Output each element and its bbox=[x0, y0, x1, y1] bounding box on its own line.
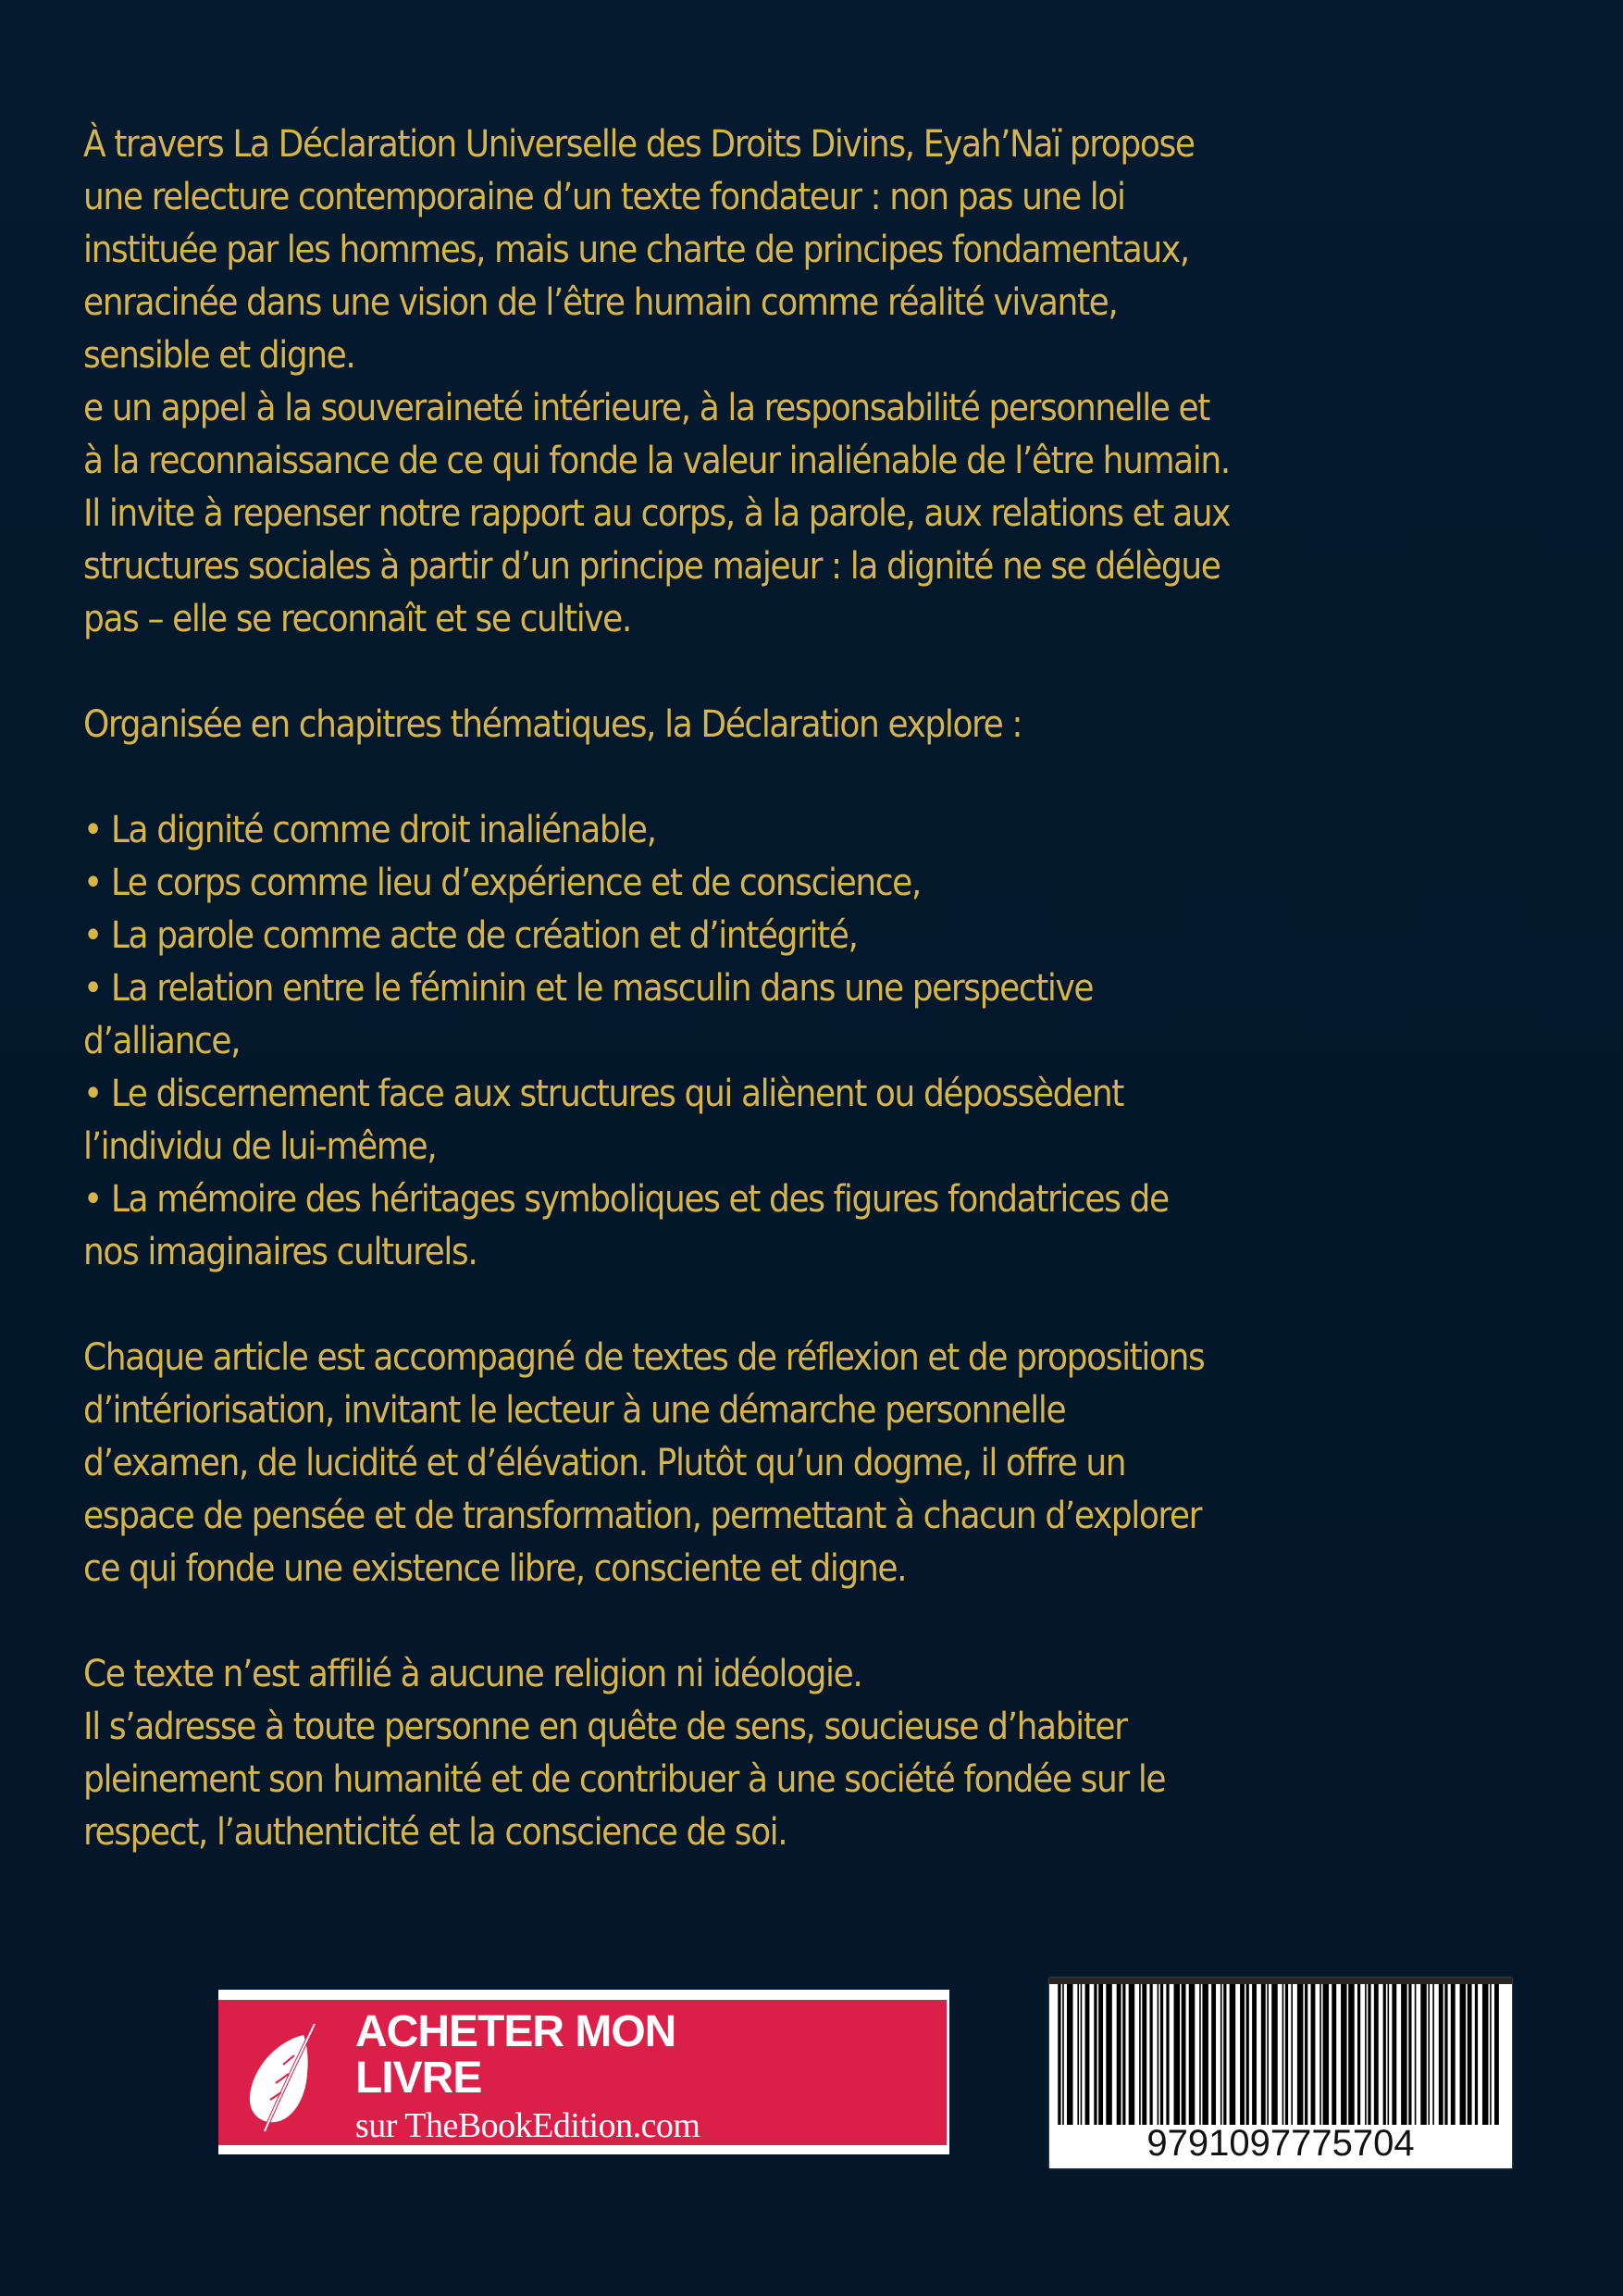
theme-list-item bbox=[83, 962, 1564, 1068]
barcode-bar bbox=[1166, 1984, 1169, 2125]
barcode-bar bbox=[1468, 1984, 1472, 2125]
barcode-bar bbox=[1094, 1984, 1096, 2125]
barcode-bar bbox=[1246, 1984, 1249, 2125]
barcode-bar bbox=[1460, 1984, 1467, 2125]
themes-list bbox=[83, 804, 1564, 1279]
theme-text: La mémoire des héritages symboliques et des figures fondatrices de bbox=[110, 1178, 1169, 1221]
barcode-bar bbox=[1444, 1984, 1447, 2125]
theme-list-item bbox=[83, 910, 1564, 962]
text-line: à la reconnaissance de ce qui fonde la valeur inaliénable de l’être humain. bbox=[83, 440, 1230, 482]
barcode-bar bbox=[1142, 1984, 1146, 2125]
barcode-bar bbox=[1282, 1984, 1284, 2125]
barcode-bar bbox=[1305, 1984, 1307, 2125]
barcode-bar bbox=[1085, 1984, 1090, 2125]
themes-heading-text: Organisée en chapitres thématiques, la Déclaration explore : bbox=[83, 703, 1022, 746]
barcode-bar bbox=[1189, 1984, 1196, 2125]
barcode-bar bbox=[1271, 1984, 1278, 2125]
text-line: d’examen, de lucidité et d’élévation. Plutôt qu’un dogme, il offre un bbox=[83, 1442, 1126, 1484]
theme-text: La relation entre le féminin et le masculin dans une perspective bbox=[110, 967, 1094, 1010]
bullet-icon: • bbox=[83, 967, 102, 1010]
barcode-bar bbox=[1420, 1984, 1427, 2125]
barcode-bar bbox=[1408, 1984, 1411, 2125]
barcode-bar bbox=[1202, 1984, 1208, 2125]
back-cover-text bbox=[83, 118, 1564, 1859]
barcode-bar bbox=[1365, 1984, 1367, 2125]
text-line: Ce texte n’est affilié à aucune religion ni idéologie. bbox=[83, 1653, 862, 1695]
barcode-bar bbox=[1062, 1984, 1064, 2125]
barcode-bar bbox=[1129, 1984, 1135, 2125]
text-line: espace de pensée et de transformation, permettant à chacun d’explorer bbox=[83, 1495, 1202, 1537]
barcode-bar bbox=[1319, 1984, 1321, 2125]
text-line: respect, l’authenticité et la conscience de soi. bbox=[83, 1811, 787, 1854]
barcode-bar bbox=[1117, 1984, 1121, 2125]
barcode-bar bbox=[1139, 1984, 1141, 2125]
barcode-bar bbox=[1348, 1984, 1355, 2125]
text-line: Il invite à repenser notre rapport au corps, à la parole, aux relations et aux bbox=[83, 492, 1231, 535]
theme-text: nos imaginaires culturels. bbox=[83, 1231, 477, 1273]
barcode-bar bbox=[1323, 1984, 1330, 2125]
spacer bbox=[83, 646, 1564, 699]
barcode-bar bbox=[1149, 1984, 1152, 2125]
barcode-bar bbox=[1252, 1984, 1257, 2125]
barcode-bar bbox=[1077, 1984, 1079, 2125]
text-line: instituée par les hommes, mais une charte de principes fondamentaux, bbox=[83, 229, 1189, 271]
theme-list-item bbox=[83, 804, 1564, 857]
barcode-bars bbox=[1055, 1984, 1506, 2125]
barcode-bar bbox=[1199, 1984, 1201, 2125]
isbn-number: 9791097775704 bbox=[1146, 2123, 1415, 2164]
closing-paragraph bbox=[83, 1648, 1564, 1859]
barcode-bar bbox=[1058, 1984, 1060, 2125]
spacer bbox=[83, 751, 1564, 804]
barcode-bar bbox=[1383, 1984, 1386, 2125]
barcode-bar bbox=[1223, 1984, 1226, 2125]
barcode-bar bbox=[1267, 1984, 1269, 2125]
feather-icon bbox=[239, 2018, 322, 2139]
barcode-bar bbox=[1432, 1984, 1434, 2125]
text-line: enracinée dans une vision de l’être humain comme réalité vivante, bbox=[83, 281, 1118, 324]
text-line: d’intériorisation, invitant le lecteur à une démarche personnelle bbox=[83, 1389, 1066, 1432]
barcode-bar bbox=[1415, 1984, 1417, 2125]
buy-book-button[interactable] bbox=[218, 1990, 949, 2154]
barcode-bar bbox=[1311, 1984, 1316, 2125]
text-line: À travers La Déclaration Universelle des Droits Divins, Eyah’Naï propose bbox=[83, 123, 1195, 166]
barcode-bar bbox=[1220, 1984, 1222, 2125]
barcode-bar bbox=[1387, 1984, 1389, 2125]
barcode-bar bbox=[1341, 1984, 1347, 2125]
buy-banner-site: sur TheBookEdition.com bbox=[355, 2106, 700, 2145]
isbn-barcode bbox=[1049, 1978, 1512, 2168]
text-line: e un appel à la souveraineté intérieure, à la responsabilité personnelle et bbox=[83, 387, 1210, 429]
theme-text: Le corps comme lieu d’expérience et de conscience, bbox=[110, 862, 921, 904]
theme-text: La parole comme acte de création et d’intégrité, bbox=[110, 914, 858, 957]
articles-paragraph bbox=[83, 1332, 1564, 1595]
bullet-icon: • bbox=[83, 809, 102, 851]
barcode-bar bbox=[1158, 1984, 1159, 2125]
bullet-icon: • bbox=[83, 914, 102, 957]
barcode-bar bbox=[1428, 1984, 1430, 2125]
text-line: pleinement son humanité et de contribuer à une société fondée sur le bbox=[83, 1758, 1166, 1801]
barcode-bar bbox=[1357, 1984, 1360, 2125]
themes-heading bbox=[83, 699, 1564, 751]
bullet-icon: • bbox=[83, 1073, 102, 1115]
barcode-bar bbox=[1401, 1984, 1407, 2125]
barcode-bar bbox=[1182, 1984, 1186, 2125]
barcode-bar bbox=[1439, 1984, 1443, 2125]
barcode-bar bbox=[1494, 1984, 1499, 2125]
theme-text: d’alliance, bbox=[83, 1020, 241, 1062]
barcode-bar bbox=[1261, 1984, 1266, 2125]
barcode-bar bbox=[1482, 1984, 1489, 2125]
text-line: Il s’adresse à toute personne en quête de sens, soucieuse d’habiter bbox=[83, 1706, 1127, 1748]
theme-text: l’individu de lui-même, bbox=[83, 1125, 437, 1168]
buy-banner-title: ACHETER MON bbox=[355, 2007, 676, 2056]
bullet-icon: • bbox=[83, 1178, 102, 1221]
barcode-bar bbox=[1392, 1984, 1396, 2125]
barcode-bar bbox=[1081, 1984, 1083, 2125]
theme-text: La dignité comme droit inaliénable, bbox=[110, 809, 656, 851]
text-line: Chaque article est accompagné de textes de réflexion et de propositions bbox=[83, 1336, 1205, 1379]
barcode-bar bbox=[1297, 1984, 1304, 2125]
text-line: sensible et digne. bbox=[83, 334, 355, 377]
barcode-bar bbox=[1211, 1984, 1216, 2125]
text-line: ce qui fonde une existence libre, consciente et digne. bbox=[83, 1547, 907, 1590]
spacer bbox=[83, 1279, 1564, 1332]
theme-text: Le discernement face aux structures qui aliènent ou dépossèdent bbox=[110, 1073, 1123, 1115]
spacer bbox=[83, 1595, 1564, 1648]
theme-list-item bbox=[83, 1068, 1564, 1173]
barcode-bar bbox=[1451, 1984, 1456, 2125]
barcode-bar bbox=[1067, 1984, 1073, 2125]
barcode-bar bbox=[1332, 1984, 1336, 2125]
barcode-bar bbox=[1174, 1984, 1181, 2125]
bullet-icon: • bbox=[83, 862, 102, 904]
barcode-bar bbox=[1122, 1984, 1125, 2125]
barcode-bar bbox=[1285, 1984, 1288, 2125]
text-line: une relecture contemporaine d’un texte fondateur : non pas une loi bbox=[83, 176, 1125, 218]
barcode-bar bbox=[1106, 1984, 1112, 2125]
theme-list-item bbox=[83, 857, 1564, 910]
barcode-bar bbox=[1475, 1984, 1478, 2125]
barcode-bar bbox=[1490, 1984, 1492, 2125]
theme-list-item bbox=[83, 1173, 1564, 1279]
buy-banner-background bbox=[218, 2000, 947, 2145]
barcode-bar bbox=[1240, 1984, 1245, 2125]
barcode-bar bbox=[1374, 1984, 1379, 2125]
text-line: structures sociales à partir d’un principe majeur : la dignité ne se délègue bbox=[83, 545, 1220, 588]
text-line: pas – elle se reconnaît et se cultive. bbox=[83, 598, 631, 640]
barcode-bar bbox=[1098, 1984, 1103, 2125]
intro-paragraph bbox=[83, 118, 1564, 646]
barcode-bar bbox=[1160, 1984, 1163, 2125]
barcode-bar bbox=[1230, 1984, 1236, 2125]
barcode-bar bbox=[1291, 1984, 1293, 2125]
buy-banner-title-2: LIVRE bbox=[355, 2054, 482, 2103]
barcode-bar bbox=[1368, 1984, 1370, 2125]
